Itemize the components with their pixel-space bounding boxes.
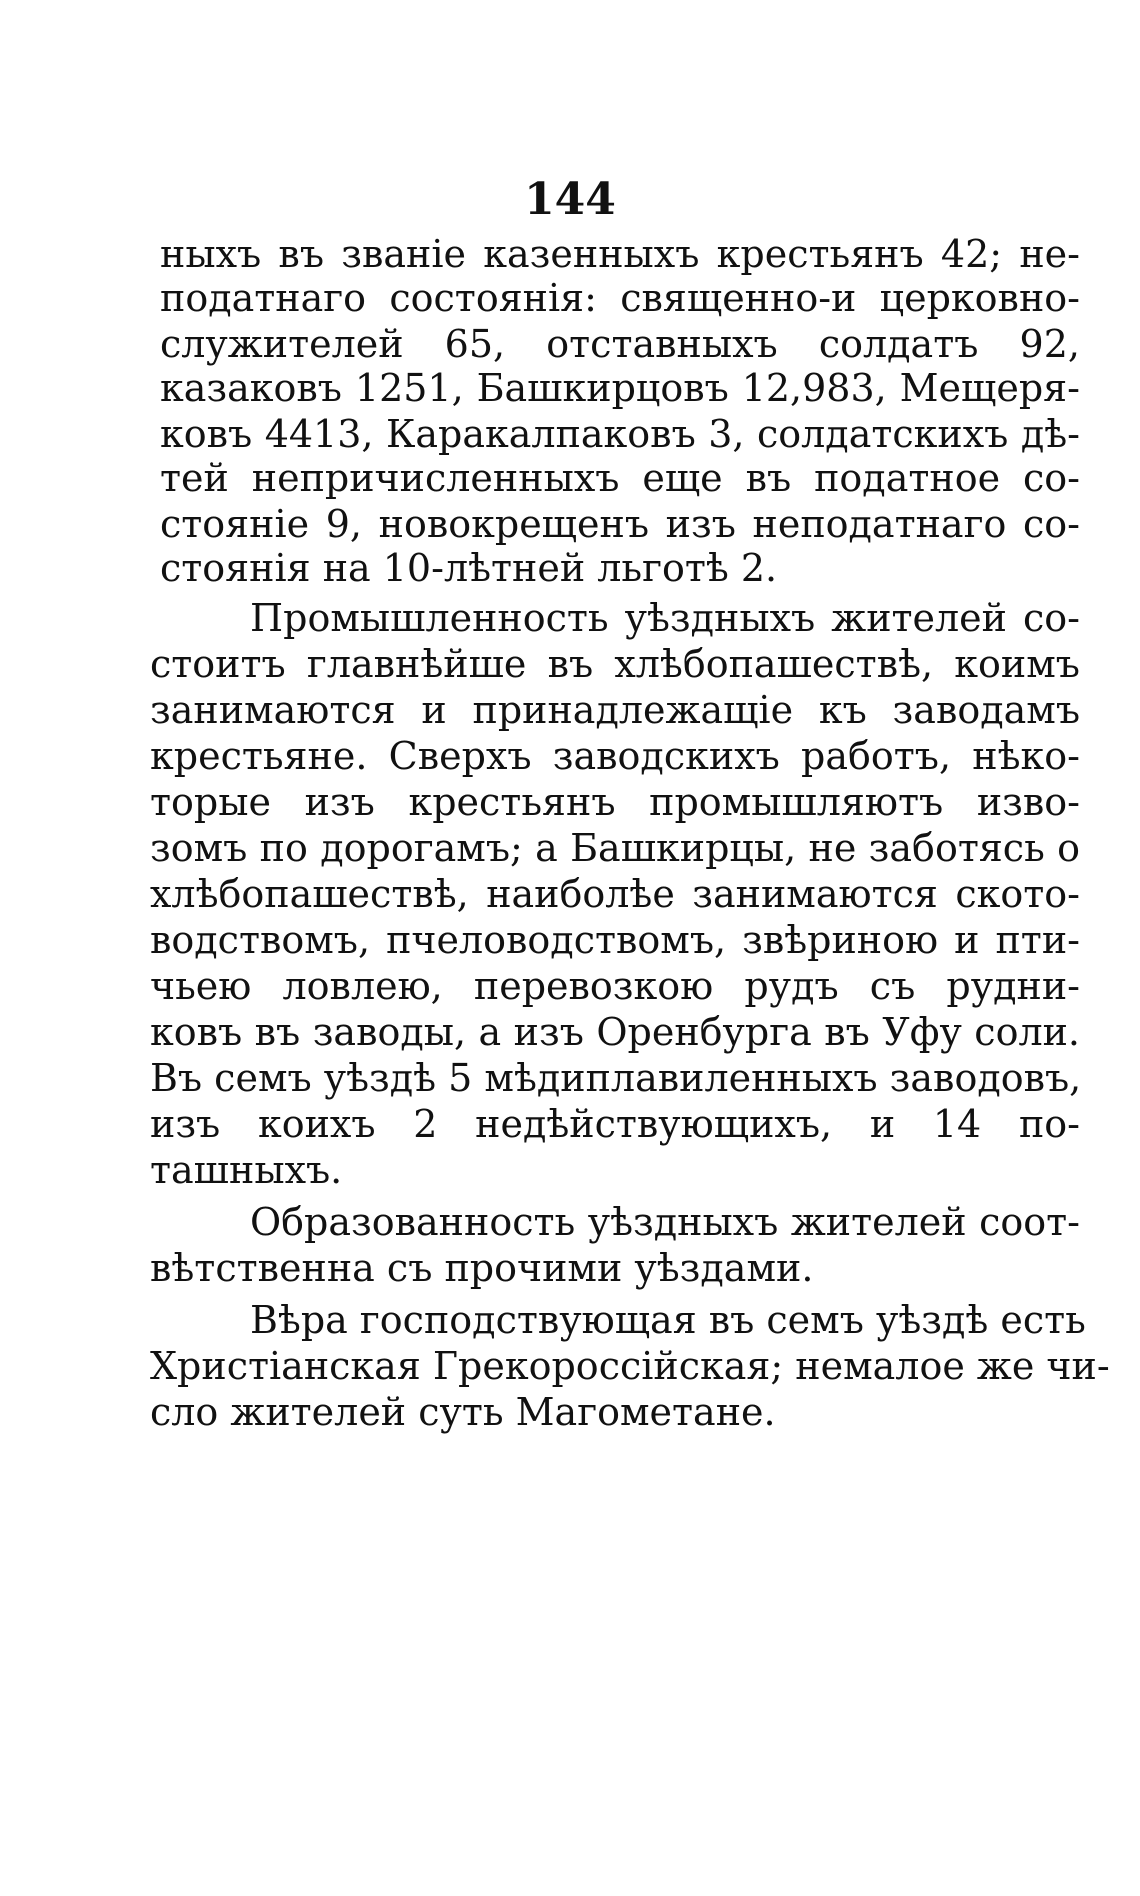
page-number: 144: [524, 174, 616, 225]
text-line: ковъ въ заводы, а изъ Оренбурга въ Уфу соли.: [150, 1010, 1080, 1054]
text-line: стоитъ главнѣйше въ хлѣбопашествѣ, коимъ: [150, 642, 1080, 686]
text-line: сло жителей суть Магометане.: [150, 1390, 776, 1434]
text-line: казаковъ 1251, Башкирцовъ 12,983, Мещеря-: [160, 366, 1080, 410]
text-line: тей непричисленныхъ еще въ податное со-: [160, 456, 1080, 500]
text-line: изъ коихъ 2 недѣйствующихъ, и 14 по-: [150, 1102, 1080, 1146]
text-line: служителей 65, отставныхъ солдатъ 92,: [160, 322, 1080, 366]
text-line: Вѣра господствующая въ семъ уѣздѣ есть: [250, 1298, 1086, 1342]
text-line: стояніе 9, новокрещенъ изъ неподатнаго со-: [160, 502, 1080, 546]
text-line: Въ семъ уѣздѣ 5 мѣдиплавиленныхъ заводовъ,: [150, 1056, 1082, 1100]
text-line: Христіанская Грекороссійская; немалое же чи-: [150, 1344, 1110, 1388]
text-line: водствомъ, пчеловодствомъ, звѣриною и пти-: [150, 918, 1080, 962]
text-line: крестьяне. Сверхъ заводскихъ работъ, нѣко-: [150, 734, 1080, 778]
text-line: стоянія на 10-лѣтней льготѣ 2.: [160, 546, 778, 590]
text-line: вѣтственна съ прочими уѣздами.: [150, 1246, 814, 1290]
text-line: ковъ 4413, Каракалпаковъ 3, солдатскихъ дѣ-: [160, 412, 1080, 456]
text-line: ташныхъ.: [150, 1148, 343, 1192]
text-line: Промышленность уѣздныхъ жителей со-: [250, 596, 1080, 640]
text-line: занимаются и принадлежащіе къ заводамъ: [150, 688, 1080, 732]
text-line: зомъ по дорогамъ; а Башкирцы, не заботясь о: [150, 826, 1080, 870]
text-line: хлѣбопашествѣ, наиболѣе занимаются ското-: [150, 872, 1080, 916]
text-line: Образованность уѣздныхъ жителей соот-: [250, 1200, 1080, 1244]
text-line: податнаго состоянія: священно-и церковно-: [160, 276, 1080, 320]
text-line: торые изъ крестьянъ промышляютъ изво-: [150, 780, 1080, 824]
text-line: чьею ловлею, перевозкою рудъ съ рудни-: [150, 964, 1080, 1008]
text-line: ныхъ въ званіе казенныхъ крестьянъ 42; не-: [160, 232, 1080, 276]
